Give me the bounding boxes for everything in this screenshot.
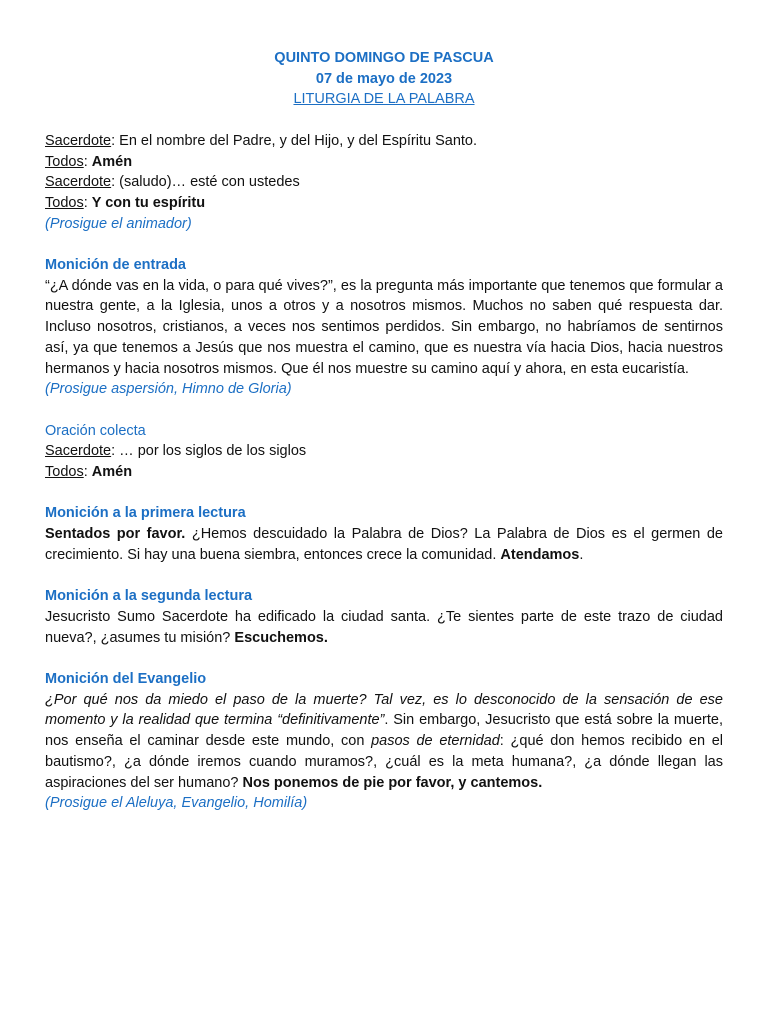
section-heading-colecta: Oración colecta bbox=[45, 422, 146, 439]
document-page bbox=[45, 48, 723, 814]
italic-text: pasos de eternidad bbox=[371, 733, 500, 750]
speaker-label: Todos bbox=[45, 194, 84, 211]
colecta-line-1 bbox=[45, 441, 723, 462]
line-text: : … por los siglos de los siglos bbox=[111, 443, 307, 460]
entrada-paragraph: “¿A dónde vas en la vida, o para qué vives?”, es la pregunta más importante que tenemos que formular a nuestra gente, a la Iglesia, unos a otros y a nosotros mismos. Muchos no saben qué respuesta dar. Incluso nosotros, cristianos, a veces nos sentimos perdidos. Sin embargo, no habríamos de sentirnos así, ya que tenemos a Jesús que nos muestra el camino, que es nuestra vía hacia Dios, hacia nuestros hermanos y hacia nosotros mismos. Que él nos muestre su camino aquí y ahora, en esta eucaristía. bbox=[45, 277, 723, 377]
primera-paragraph bbox=[45, 524, 723, 565]
spacer bbox=[45, 648, 723, 669]
segunda-paragraph bbox=[45, 607, 723, 648]
bold-instruction: Escuchemos. bbox=[234, 629, 328, 646]
line-text: : (saludo)… esté con ustedes bbox=[111, 174, 300, 191]
document-subtitle: LITURGIA DE LA PALABRA bbox=[293, 91, 475, 108]
spacer bbox=[45, 234, 723, 255]
section-heading-segunda: Monición a la segunda lectura bbox=[45, 588, 253, 605]
paragraph-end: . bbox=[579, 546, 584, 563]
section-heading-entrada: Monición de entrada bbox=[45, 257, 186, 273]
speaker-label: Todos bbox=[45, 464, 84, 481]
stage-note: (Prosigue el animador) bbox=[45, 215, 192, 232]
speaker-label: Sacerdote bbox=[45, 443, 112, 460]
section-heading-evangelio: Monición del Evangelio bbox=[45, 671, 207, 687]
intro-line-3 bbox=[45, 172, 723, 193]
stage-note: (Prosigue el Aleluya, Evangelio, Homilía) bbox=[45, 795, 308, 812]
line-text: : En el nombre del Padre, y del Hijo, y del Espíritu Santo. bbox=[111, 132, 478, 149]
document-date: 07 de mayo de 2023 bbox=[315, 70, 453, 87]
response-text: Amén bbox=[91, 464, 133, 481]
speaker-label: Todos bbox=[45, 153, 84, 170]
intro-line-2 bbox=[45, 152, 723, 173]
paragraph-text: : ¿qué don hemos recibido en el bautismo?, ¿a dónde iremos cuando muramos?, ¿cuál es la meta humana?, ¿a dónde llegan las aspiraciones del ser humano? bbox=[45, 733, 724, 791]
paragraph-text: ¿Hemos descuidado la Palabra de Dios? La Palabra de Dios es el germen de crecimiento. Si hay una buena siembra, entonces crece la comunidad. bbox=[45, 526, 723, 563]
spacer bbox=[45, 110, 723, 131]
spacer bbox=[45, 566, 723, 587]
document-title: QUINTO DOMINGO DE PASCUA bbox=[274, 50, 494, 66]
speaker-label: Sacerdote bbox=[45, 174, 112, 191]
speaker-label: Sacerdote bbox=[45, 132, 112, 149]
section-heading-primera: Monición a la primera lectura bbox=[45, 505, 246, 522]
paragraph-text: . Sin embargo, Jesucristo que está sobre la muerte, nos enseña el caminar desde este mundo, con bbox=[45, 712, 723, 750]
separator: : bbox=[83, 464, 92, 481]
bold-instruction: Atendamos bbox=[500, 546, 580, 563]
colecta-line-2 bbox=[45, 462, 723, 483]
spacer bbox=[45, 400, 723, 421]
paragraph-text: Jesucristo Sumo Sacerdote ha edificado la ciudad santa. ¿Te sientes parte de este trazo de ciudad nueva?, ¿asumes tu misión? bbox=[45, 608, 723, 646]
stage-note: (Prosigue aspersión, Himno de Gloria) bbox=[45, 381, 292, 398]
spacer bbox=[45, 483, 723, 504]
intro-line-1 bbox=[45, 131, 723, 152]
evangelio-paragraph bbox=[45, 690, 723, 794]
separator: : bbox=[83, 194, 92, 211]
bold-instruction: Nos ponemos de pie por favor, y cantemos. bbox=[242, 774, 543, 791]
response-text: Y con tu espíritu bbox=[91, 194, 206, 211]
intro-line-4 bbox=[45, 193, 723, 214]
bold-instruction: Sentados por favor. bbox=[45, 526, 186, 543]
separator: : bbox=[83, 153, 92, 170]
response-text: Amén bbox=[91, 153, 133, 170]
italic-text: ¿Por qué nos da miedo el paso de la muerte? Tal vez, es lo desconocido de la sensación de ese momento y la realidad que termina “definitivamente” bbox=[45, 691, 723, 729]
